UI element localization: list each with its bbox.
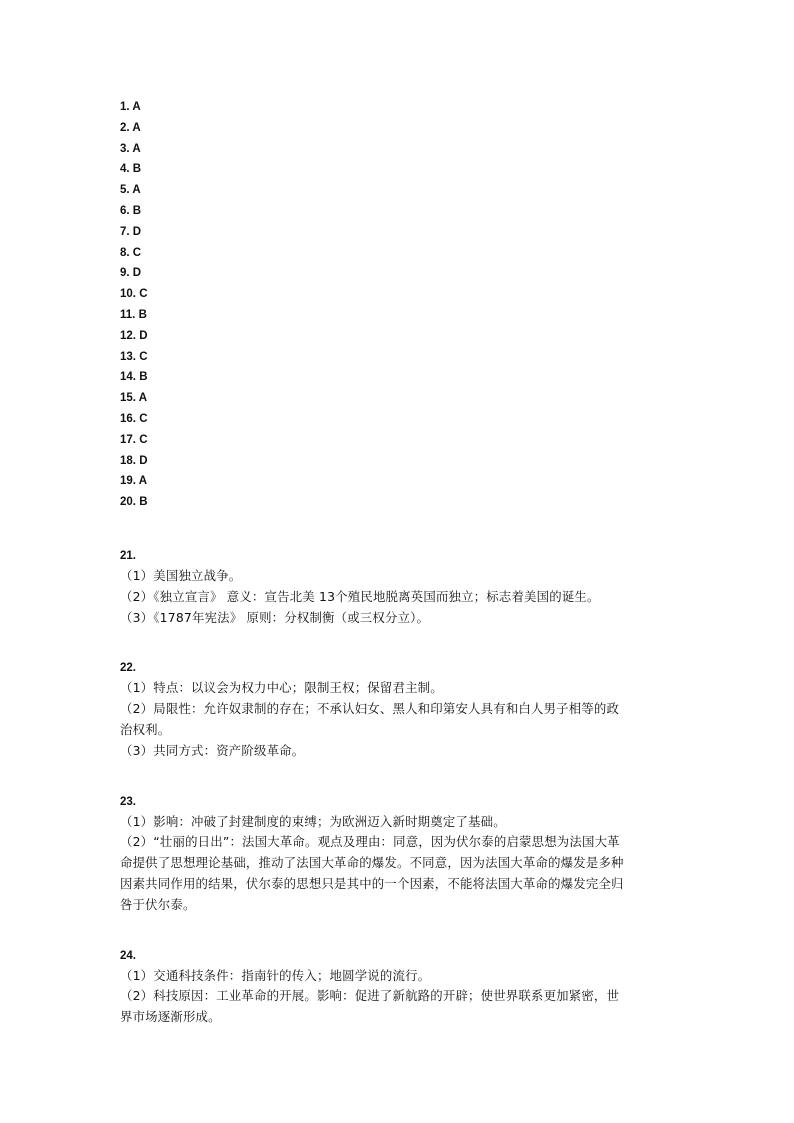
answer-item: 10. C (120, 288, 148, 301)
question-number: 23. (120, 795, 136, 808)
answer-item: 18. D (120, 454, 148, 467)
answer-item: 9. D (120, 267, 142, 280)
answer-line: （1）交通科技条件：指南针的传入；地圆学说的流行。 (120, 967, 431, 983)
question-number: 22. (120, 662, 136, 675)
answer-item: 14. B (120, 371, 148, 384)
question-21-answer (120, 546, 680, 628)
answer-item: 7. D (120, 225, 142, 238)
answer-line: （1）美国独立战争。 (120, 567, 242, 583)
answer-line: （3）共同方式：资产阶级革命。 (120, 742, 305, 758)
answer-line: 咎于伏尔泰。 (120, 896, 196, 912)
question-24-answer (120, 946, 680, 1028)
answer-item: 15. A (120, 392, 148, 405)
answer-item: 13. C (120, 350, 148, 363)
question-23-answer (120, 792, 680, 916)
answer-item: 2. A (120, 121, 141, 134)
answer-item: 8. C (120, 246, 142, 259)
answer-line: （3）《1787年宪法》 原则：分权制衡（或三权分立）。 (120, 609, 430, 625)
question-number: 21. (120, 549, 136, 562)
answer-line: 因素共同作用的结果，伏尔泰的思想只是其中的一个因素，不能将法国大革命的爆发完全归 (120, 875, 624, 891)
answer-item: 16. C (120, 412, 148, 425)
multiple-choice-answers (120, 97, 680, 513)
answer-item: 6. B (120, 204, 142, 217)
question-number: 24. (120, 949, 136, 962)
answer-line: 命提供了思想理论基础，推动了法国大革命的爆发。不同意，因为法国大革命的爆发是多种 (120, 855, 624, 871)
answer-item: 1. A (120, 101, 141, 113)
answer-line: （2）“壮丽的日出”：法国大革命。观点及理由：同意，因为伏尔泰的启蒙思想为法国大革 (120, 834, 620, 850)
answer-item: 20. B (120, 496, 148, 509)
answer-item: 17. C (120, 433, 148, 446)
answer-line: （1）特点：以议会为权力中心；限制王权；保留君主制。 (120, 680, 443, 696)
answer-line: （2）科技原因：工业革命的开展。影响：促进了新航路的开辟；使世界联系更加紧密，世 (120, 988, 620, 1004)
answer-line: （1）影响：冲破了封建制度的束缚；为欧洲迈入新时期奠定了基础。 (120, 813, 506, 829)
answer-line: 治权利。 (120, 721, 171, 737)
answer-item: 11. B (120, 308, 147, 321)
answer-item: 5. A (120, 184, 141, 197)
answer-line: （2）《独立宣言》 意义：宣告北美 13个殖民地脱离英国而独立；标志着美国的诞生。 (120, 588, 600, 604)
answer-line: （2）局限性：允许奴隶制的存在；不承认妇女、黑人和印第安人具有和白人男子相等的政 (120, 701, 620, 717)
answer-item: 19. A (120, 475, 148, 488)
question-22-answer (120, 658, 680, 761)
answer-item: 4. B (120, 163, 142, 176)
answer-line: 界市场逐渐形成。 (120, 1009, 221, 1025)
answer-item: 3. A (120, 142, 141, 155)
answer-item: 12. D (120, 329, 148, 342)
document-body (120, 97, 680, 1028)
